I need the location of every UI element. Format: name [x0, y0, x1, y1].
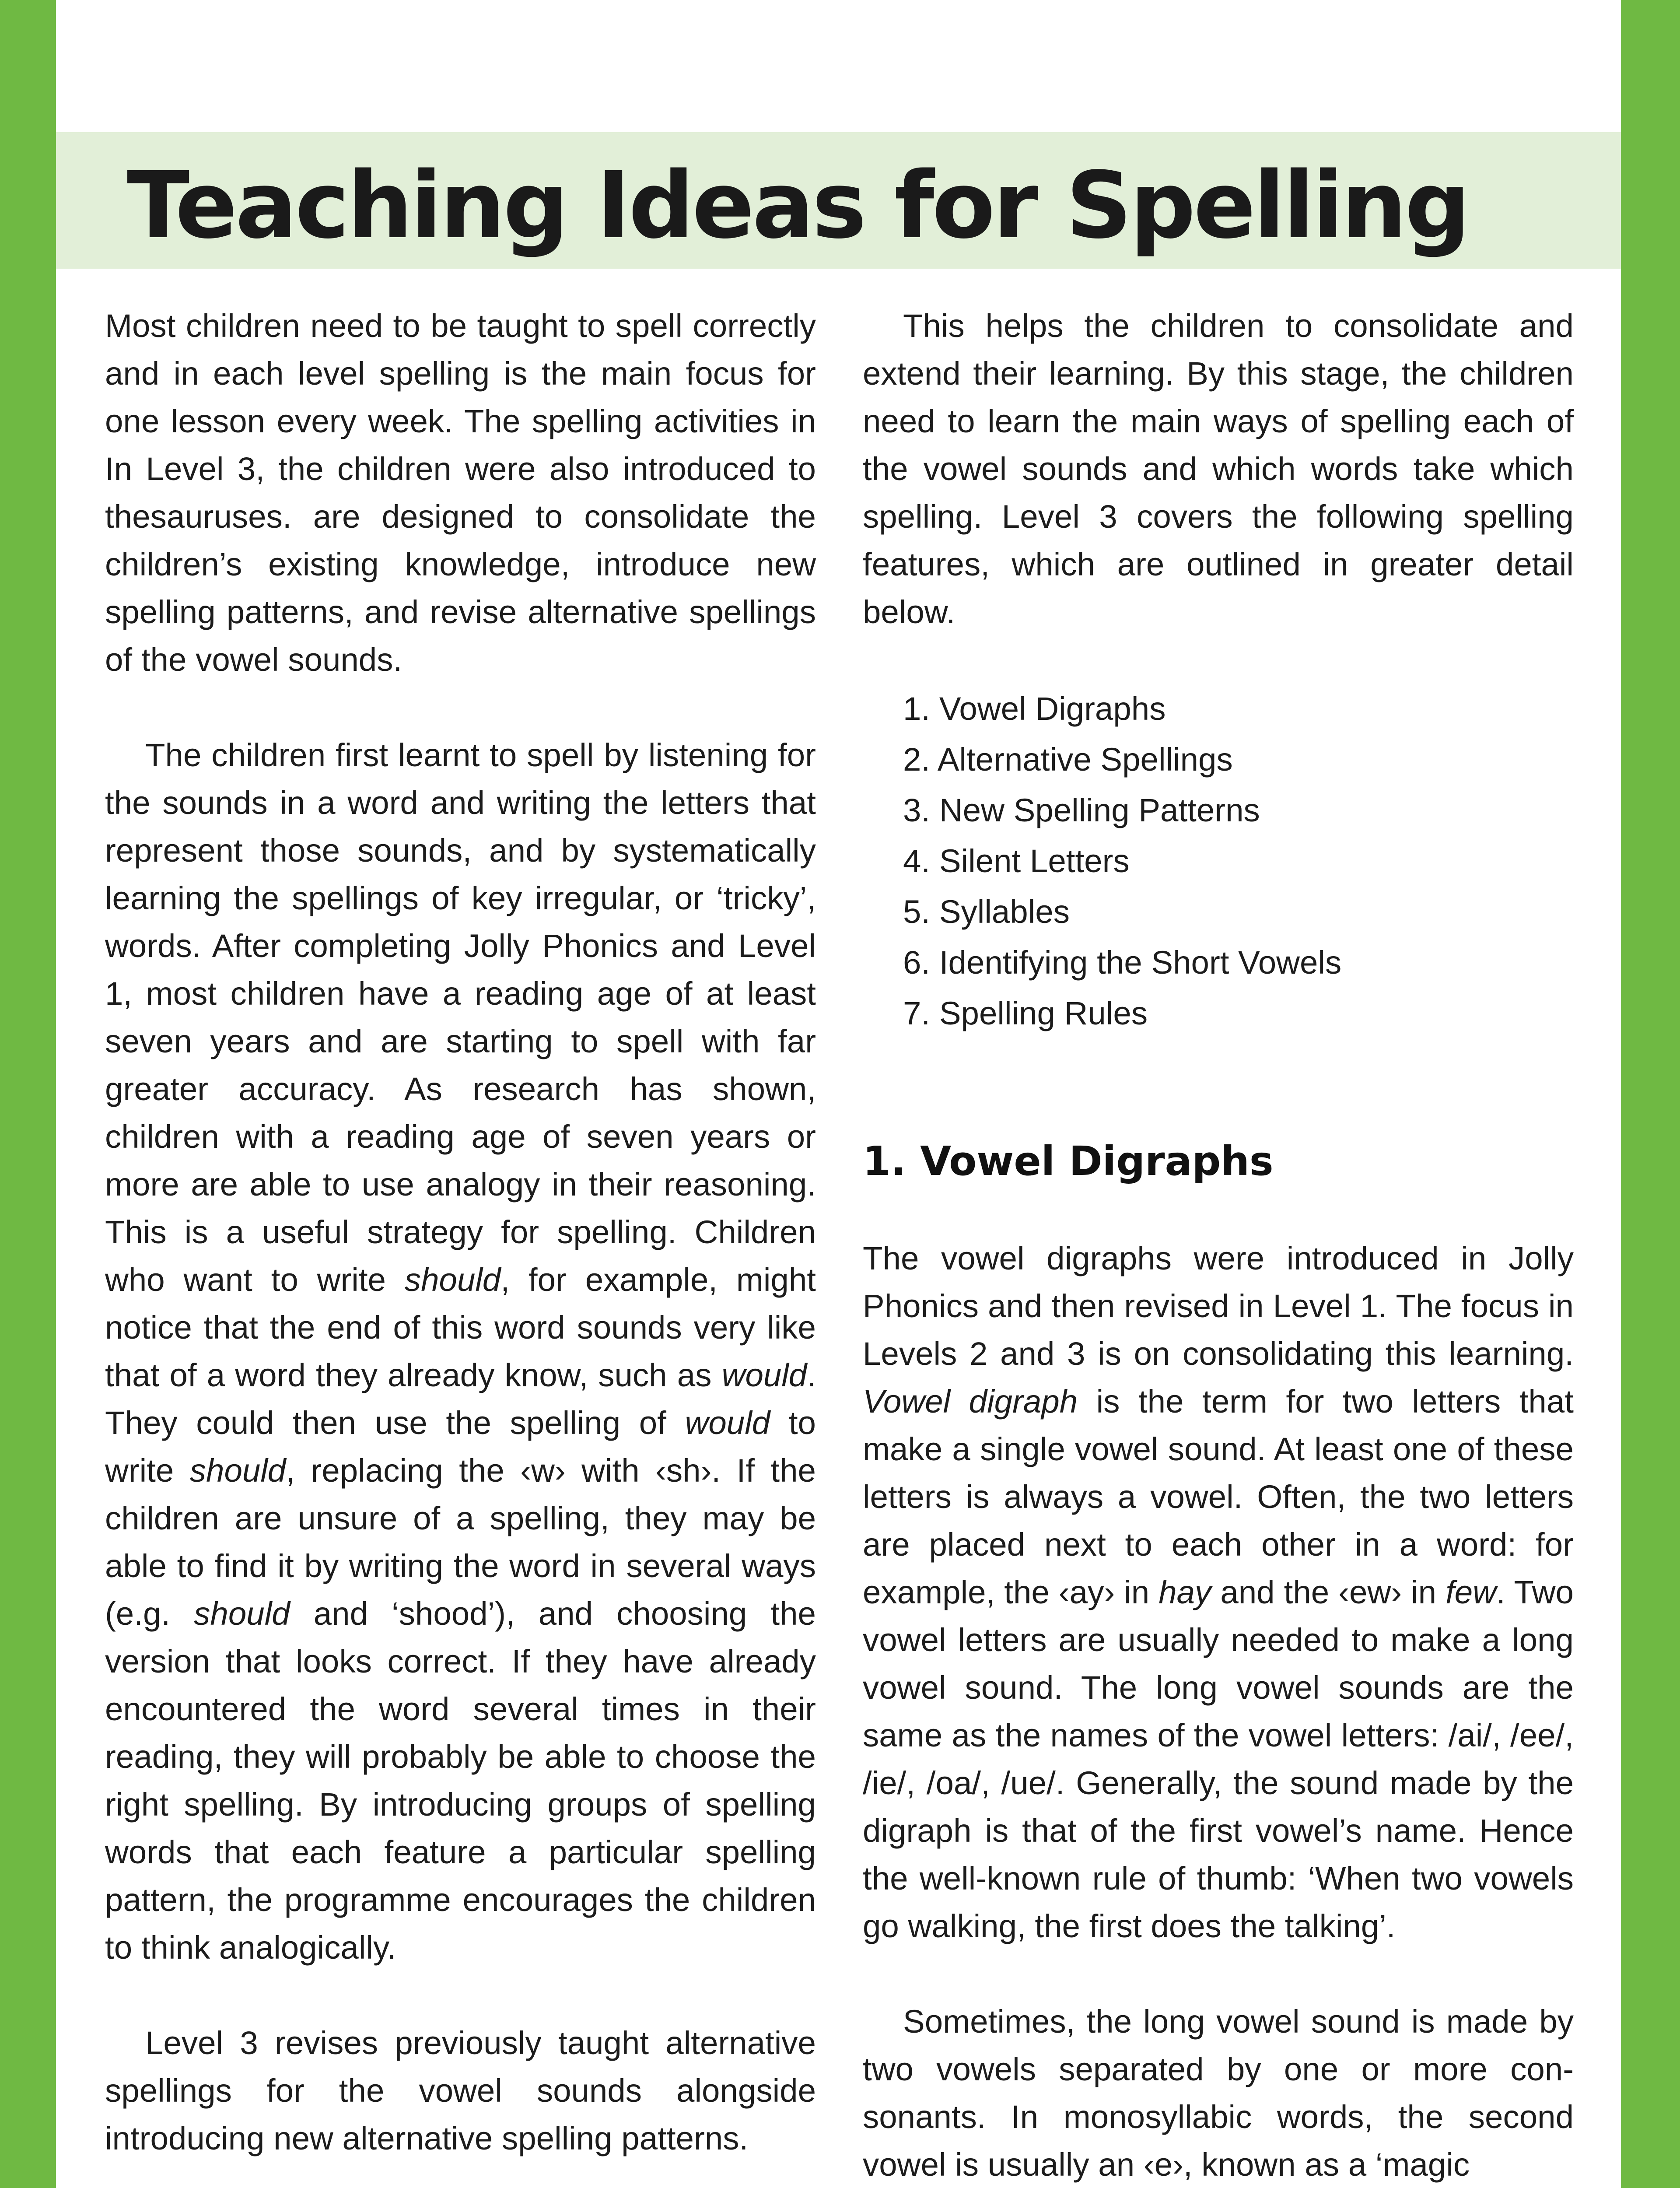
text-run: The vowel digraphs were introduced in Jolly Phonics and then revised in Level 1. The focus in Levels 2 and 3 is on consolidating this learning.: [863, 1240, 1574, 1372]
section-heading: 1. Vowel Digraphs: [863, 1138, 1274, 1185]
list-item: 1. Vowel Digraphs: [903, 691, 1166, 727]
list-item: 6. Identifying the Short Vowels: [903, 944, 1342, 981]
example-word: few: [1446, 1574, 1496, 1610]
paragraph-gap: [863, 636, 1574, 684]
text-run: to write: [105, 1405, 816, 1489]
text-run: . Two vowel letters are usually needed to make a long vowel sound. The long vowel sounds are the same as the names of the vowel letters: /ai/, /ee/, /ie/, /oa/, /ue/. Generally, the sound made by the digraph is that of the first vowel’s name. Hence the well-known rule of thumb: ‘When two vowels go walking, the first does the talking’.: [863, 1574, 1574, 1944]
page-title: Teaching Ideas for Spelling: [127, 152, 1469, 259]
paragraph-gap: [105, 1971, 816, 2019]
left-green-border: [0, 0, 56, 2188]
text-run: The children first learnt to spell by listening for the sounds in a word and writing the letters that represent those sounds, and by systematically learning the spellings of key irregular, or ‘tricky’, words. After completing Jolly Phonics and Level 1, most children have a reading age of at least seven years and are starting to spell with far greater accuracy. As research has shown, children with a reading age of seven years or more are able to use analogy in their reasoning. This is a useful strategy for spelling. Children who want to write: [105, 737, 816, 1298]
list-item: 5. Syllables: [903, 894, 1070, 930]
text-run: . They could then use the spelling of: [105, 1357, 816, 1441]
term: Vowel digraph: [863, 1383, 1078, 1420]
spelling-features-list: [863, 684, 1574, 1039]
example-word: should: [189, 1452, 286, 1489]
list-item: 2. Alternative Spellings: [903, 741, 1233, 778]
level3-paragraph: Level 3 revises previously taught alternative spellings for the vowel sounds alongside introducing new alternative spelling patterns.: [105, 2025, 816, 2156]
example-word: hay: [1158, 1574, 1211, 1610]
text-run: and ‘shood’), and choosing the version that looks correct. If they have already encountered the word several times in their reading, they will probably be able to choose the right spelling. By introducing groups of spelling words that each feature a particular spelling pattern, the programme encourages the children to think analogically.: [105, 1595, 816, 1966]
right-column: [863, 302, 1574, 2188]
right-green-border: [1621, 0, 1680, 2188]
paragraph-gap: [105, 684, 816, 731]
list-item: 4. Silent Letters: [903, 843, 1130, 879]
paragraph-gap: [863, 1950, 1574, 1998]
section-gap: [863, 1039, 1574, 1136]
text-run: , for example, might notice that the end of this word sounds very like that of a word they already know, such as: [105, 1262, 816, 1393]
intro-paragraph: Most children need to be taught to spell correctly and in each level spelling is the main focus for one lesson every week. The spelling activities in In Level 3, the children were also introduced to thesauruses. are designed to consolidate the children’s existing knowledge, introduce new spelling patterns, and revise alternative spellings of the vowel sounds.: [105, 308, 816, 678]
consolidate-paragraph: This helps the children to consolidate and extend their learning. By this stage, the children need to learn the main ways of spelling each of the vowel sounds and which words take which spelling. Level 3 covers the following spelling features, which are outlined in greater detail below.: [863, 308, 1574, 630]
text-run: is the term for two letters that make a single vowel sound. At least one of these letters is always a vowel. Often, the two letters are placed next to each other in a word: for example, the ‹ay› in: [863, 1383, 1574, 1610]
example-word: should: [194, 1595, 290, 1632]
example-word: should: [404, 1262, 501, 1298]
analogy-paragraph: [105, 731, 816, 1971]
text-run: and the ‹ew› in: [1211, 1574, 1446, 1610]
heading-gap: [863, 1187, 1574, 1234]
example-word: would: [721, 1357, 807, 1393]
text-run: , replacing the ‹w› with ‹sh›. If the children are unsure of a spelling, they may be able to find it by writing the word in several ways (e.g.: [105, 1452, 816, 1632]
example-word: would: [685, 1405, 770, 1441]
magic-e-paragraph: Sometimes, the long vowel sound is made by two vowels separated by one or more consonants. In monosyllabic words, the second vowel is usually an ‹e›, known as a ‘magic: [863, 2003, 1574, 2183]
list-item: 3. New Spelling Patterns: [903, 792, 1260, 828]
left-column: [105, 302, 816, 2162]
list-item: 7. Spelling Rules: [903, 995, 1148, 1031]
vowel-digraphs-paragraph: [863, 1234, 1574, 1950]
